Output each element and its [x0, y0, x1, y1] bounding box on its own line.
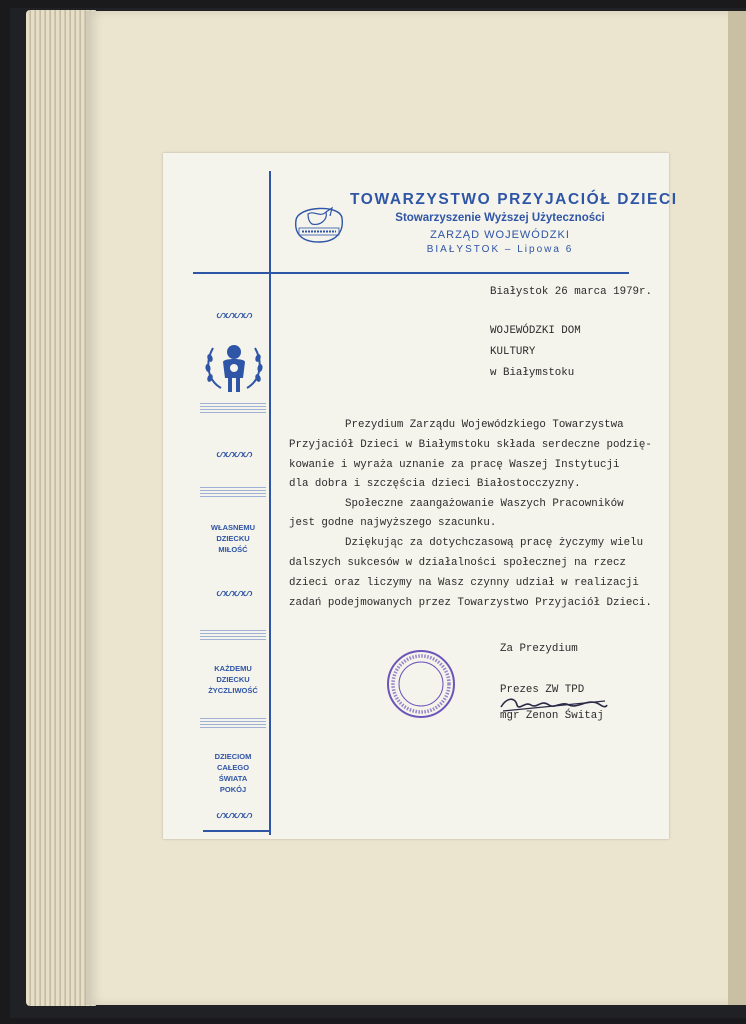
sidebar-arrows: ᔕᔕᔕᔕ — [216, 809, 252, 821]
org-address: BIAŁYSTOK – Lipowa 6 — [426, 244, 574, 255]
letterhead-horizontal-rule — [193, 272, 629, 274]
sidebar-motto-kindness: KAŻDEMU DZIECKU ŻYCZLIWOŚĆ — [208, 664, 258, 695]
sidebar-stripe — [200, 630, 266, 640]
body-line: jest godne najwyższego szacunku. — [289, 517, 497, 529]
sidebar-stripe — [200, 487, 266, 497]
body-line: zadań podejmowanych przez Towarzystwo Przyjaciół Dzieci. — [289, 597, 652, 609]
recipient-line: KULTURY — [490, 346, 536, 358]
body-line: dla dobra i szczęścia dzieci Białostocczyzny. — [289, 478, 581, 490]
sidebar-motto-love: WŁASNEMU DZIECKU MIŁOŚĆ — [210, 523, 256, 554]
iyc-child-emblem-icon — [203, 338, 265, 400]
body-line: dzieci oraz liczymy na Wasz czynny udział w realizacji — [289, 577, 639, 589]
sidebar-arrows: ᔕᔕᔕᔕ — [216, 587, 252, 599]
sidebar-stripe — [200, 403, 266, 413]
body-line: dalszych sukcesów w działalności społecznej na rzecz — [289, 557, 626, 569]
org-subtitle: Stowarzyszenie Wyższej Użyteczności — [395, 212, 605, 224]
body-line: Prezydium Zarządu Wojewódzkiego Towarzystwa — [345, 419, 624, 431]
sidebar-arrows: ᔕᔕᔕᔕ — [216, 309, 252, 321]
sidebar-bottom-rule — [203, 830, 269, 832]
body-line: kowanie i wyraża uznanie za pracę Waszej Instytucji — [289, 459, 620, 471]
sidebar-stripe — [200, 718, 266, 728]
org-name: TOWARZYSTWO PRZYJACIÓŁ DZIECI — [350, 191, 678, 208]
recipient-line: w Białymstoku — [490, 367, 575, 379]
sidebar-arrows: ᔕᔕᔕᔕ — [216, 448, 252, 460]
signer-name: mgr Zenon Świtaj — [500, 710, 604, 722]
letter-date: Białystok 26 marca 1979r. — [490, 286, 652, 298]
signer-title: Prezes ZW TPD — [500, 684, 585, 696]
sidebar-motto-peace: DZIECIOM CAŁEGO ŚWIATA POKÓJ — [214, 752, 252, 794]
recipient-line: WOJEWÓDZKI DOM — [490, 325, 581, 337]
tpd-logo-icon — [290, 200, 348, 248]
closing: Za Prezydium — [500, 643, 578, 655]
body-line: Przyjaciół Dzieci w Białymstoku składa serdeczne podzię- — [289, 439, 652, 451]
org-board: ZARZĄD WOJEWÓDZKI — [430, 229, 570, 241]
body-line: Społeczne zaangażowanie Waszych Pracowników — [345, 498, 624, 510]
round-stamp-icon — [385, 648, 457, 720]
page-fold — [728, 11, 746, 1005]
letterhead-vertical-rule — [269, 171, 271, 835]
body-line: Dziękując za dotychczasową pracę życzymy wielu — [345, 537, 644, 549]
